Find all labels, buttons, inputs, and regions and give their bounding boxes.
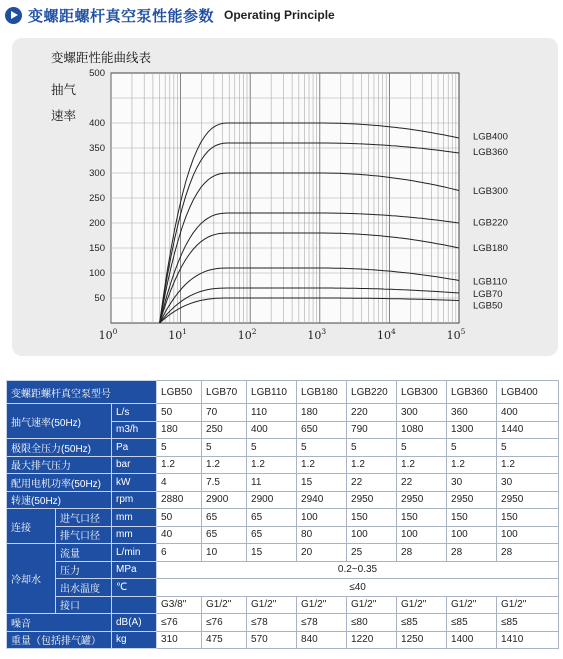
value-cell: ≤76 xyxy=(202,614,247,632)
value-cell: 40 xyxy=(157,526,202,544)
unit-cell: dB(A) xyxy=(112,614,157,632)
value-cell: ≤40 xyxy=(157,579,559,597)
value-cell: 2950 xyxy=(497,491,559,509)
value-cell: 65 xyxy=(247,509,297,527)
header-model: LGB70 xyxy=(202,381,247,404)
value-cell: 30 xyxy=(447,474,497,492)
value-cell: G3/8" xyxy=(157,596,202,614)
value-cell: 70 xyxy=(202,404,247,422)
row-label: 接口 xyxy=(56,596,112,614)
value-cell: 30 xyxy=(497,474,559,492)
x-tick-label: $10^3$ xyxy=(307,327,327,342)
value-cell: 840 xyxy=(297,631,347,649)
value-cell: 1.2 xyxy=(157,456,202,474)
value-cell: 4 xyxy=(157,474,202,492)
y-axis-label-line2: 速率 xyxy=(51,108,77,123)
value-cell: 650 xyxy=(297,421,347,439)
header-model-label: 变螺距螺杆真空泵型号 xyxy=(7,381,157,404)
y-tick-label: 250 xyxy=(89,193,105,204)
value-cell: 100 xyxy=(447,526,497,544)
table-row xyxy=(7,491,559,509)
spec-table xyxy=(6,380,559,649)
value-cell: 50 xyxy=(157,404,202,422)
value-cell: 5 xyxy=(347,439,397,457)
value-cell: 1080 xyxy=(397,421,447,439)
value-cell: 1.2 xyxy=(497,456,559,474)
value-cell: 25 xyxy=(347,544,397,562)
series-label: LGB70 xyxy=(473,289,503,300)
value-cell: 2950 xyxy=(397,491,447,509)
value-cell: 7.5 xyxy=(202,474,247,492)
y-tick-label: 150 xyxy=(89,243,105,254)
table-row xyxy=(7,404,559,422)
value-cell: 15 xyxy=(247,544,297,562)
x-tick-label: $10^1$ xyxy=(168,327,187,342)
value-cell: 570 xyxy=(247,631,297,649)
series-label: LGB220 xyxy=(473,217,508,229)
value-cell: 80 xyxy=(297,526,347,544)
value-cell: 28 xyxy=(397,544,447,562)
value-cell: 22 xyxy=(397,474,447,492)
performance-chart xyxy=(12,38,558,356)
value-cell: 220 xyxy=(347,404,397,422)
x-tick-label: $10^2$ xyxy=(237,327,257,342)
table-row xyxy=(7,631,559,649)
table-row xyxy=(7,614,559,632)
value-cell: G1/2" xyxy=(497,596,559,614)
section-header xyxy=(5,3,335,27)
header-model: LGB110 xyxy=(247,381,297,404)
row-label: 出水温度 xyxy=(56,579,112,597)
value-cell: G1/2" xyxy=(247,596,297,614)
x-tick-label: $10^0$ xyxy=(98,327,118,342)
row-label: 最大排气压力 xyxy=(7,456,112,474)
value-cell: 65 xyxy=(202,526,247,544)
value-cell: 1.2 xyxy=(447,456,497,474)
value-cell: 400 xyxy=(247,421,297,439)
value-cell: G1/2" xyxy=(447,596,497,614)
series-label: LGB50 xyxy=(473,300,503,312)
value-cell: ≤85 xyxy=(447,614,497,632)
unit-cell: L/min xyxy=(112,544,157,562)
value-cell: 65 xyxy=(247,526,297,544)
group-label: 冷却水 xyxy=(7,544,56,614)
unit-cell: m3/h xyxy=(112,421,157,439)
value-cell: ≤80 xyxy=(347,614,397,632)
value-cell: 28 xyxy=(447,544,497,562)
value-cell: 180 xyxy=(297,404,347,422)
y-tick-label: 100 xyxy=(89,268,105,279)
value-cell: 100 xyxy=(497,526,559,544)
value-cell: ≤78 xyxy=(247,614,297,632)
value-cell: 6 xyxy=(157,544,202,562)
unit-cell: L/s xyxy=(112,404,157,422)
value-cell: 475 xyxy=(202,631,247,649)
unit-cell: kg xyxy=(112,631,157,649)
y-tick-label: 300 xyxy=(89,168,105,179)
value-cell: 22 xyxy=(347,474,397,492)
value-cell: 20 xyxy=(297,544,347,562)
table-row xyxy=(7,456,559,474)
value-cell: G1/2" xyxy=(347,596,397,614)
unit-cell: mm xyxy=(112,509,157,527)
value-cell: ≤85 xyxy=(497,614,559,632)
table-row xyxy=(7,474,559,492)
group-label: 连接 xyxy=(7,509,56,544)
value-cell: 2940 xyxy=(297,491,347,509)
value-cell: 150 xyxy=(497,509,559,527)
value-cell: 2950 xyxy=(347,491,397,509)
unit-cell: mm xyxy=(112,526,157,544)
row-label: 噪音 xyxy=(7,614,112,632)
section-title-en: Operating Principle xyxy=(224,8,335,22)
header-model: LGB220 xyxy=(347,381,397,404)
x-tick-label: $10^5$ xyxy=(446,327,466,342)
value-cell: G1/2" xyxy=(202,596,247,614)
x-tick-label: $10^4$ xyxy=(377,327,396,342)
y-tick-label: 350 xyxy=(89,143,105,154)
row-label: 抽气速率(50Hz) xyxy=(7,404,112,439)
value-cell: 300 xyxy=(397,404,447,422)
value-cell: 150 xyxy=(447,509,497,527)
table-row xyxy=(7,579,559,597)
chart-title: 变螺距性能曲线表 xyxy=(51,50,152,65)
value-cell: 11 xyxy=(247,474,297,492)
table-row xyxy=(7,561,559,579)
value-cell: 5 xyxy=(157,439,202,457)
value-cell: 1440 xyxy=(497,421,559,439)
row-label: 转速(50Hz) xyxy=(7,491,112,509)
value-cell: 2900 xyxy=(202,491,247,509)
y-tick-label: 200 xyxy=(89,218,105,229)
unit-cell xyxy=(112,596,157,614)
y-tick-label: 500 xyxy=(89,68,105,79)
value-cell: 150 xyxy=(347,509,397,527)
header-model: LGB300 xyxy=(397,381,447,404)
value-cell: G1/2" xyxy=(297,596,347,614)
value-cell: 2950 xyxy=(447,491,497,509)
row-label: 配用电机功率(50Hz) xyxy=(7,474,112,492)
y-tick-label: 50 xyxy=(94,293,105,304)
value-cell: 180 xyxy=(157,421,202,439)
header-model: LGB50 xyxy=(157,381,202,404)
value-cell: 310 xyxy=(157,631,202,649)
section-title-cn: 变螺距螺杆真空泵性能参数 xyxy=(28,6,215,25)
unit-cell: Pa xyxy=(112,439,157,457)
value-cell: 5 xyxy=(297,439,347,457)
value-cell: 150 xyxy=(397,509,447,527)
unit-cell: ℃ xyxy=(112,579,157,597)
value-cell: 250 xyxy=(202,421,247,439)
value-cell: 5 xyxy=(202,439,247,457)
header-model: LGB360 xyxy=(447,381,497,404)
value-cell: 400 xyxy=(497,404,559,422)
value-cell: 1250 xyxy=(397,631,447,649)
value-cell: 15 xyxy=(297,474,347,492)
table-row xyxy=(7,526,559,544)
unit-cell: rpm xyxy=(112,491,157,509)
series-label: LGB180 xyxy=(473,243,508,254)
value-cell: 5 xyxy=(497,439,559,457)
value-cell: 110 xyxy=(247,404,297,422)
table-row xyxy=(7,439,559,457)
play-arrow-icon xyxy=(5,7,22,24)
value-cell: 100 xyxy=(297,509,347,527)
value-cell: 100 xyxy=(347,526,397,544)
value-cell: 360 xyxy=(447,404,497,422)
row-label: 进气口径 xyxy=(56,509,112,527)
value-cell: 1410 xyxy=(497,631,559,649)
row-label: 排气口径 xyxy=(56,526,112,544)
value-cell: 1300 xyxy=(447,421,497,439)
series-label: LGB300 xyxy=(473,186,508,197)
header-model: LGB400 xyxy=(497,381,559,404)
series-label: LGB400 xyxy=(473,131,508,143)
series-label: LGB110 xyxy=(473,276,508,288)
value-cell: 1.2 xyxy=(297,456,347,474)
value-cell: 1400 xyxy=(447,631,497,649)
table-row xyxy=(7,509,559,527)
value-cell: 2880 xyxy=(157,491,202,509)
value-cell: 65 xyxy=(202,509,247,527)
value-cell: 2900 xyxy=(247,491,297,509)
row-label: 极限全压力(50Hz) xyxy=(7,439,112,457)
value-cell: 1.2 xyxy=(347,456,397,474)
value-cell: 1.2 xyxy=(202,456,247,474)
y-axis-label-line1: 抽气 xyxy=(51,82,77,97)
table-row xyxy=(7,381,559,404)
value-cell: ≤76 xyxy=(157,614,202,632)
value-cell: 790 xyxy=(347,421,397,439)
y-tick-label: 400 xyxy=(89,118,105,129)
row-label: 流量 xyxy=(56,544,112,562)
value-cell: 28 xyxy=(497,544,559,562)
table-row xyxy=(7,596,559,614)
row-label: 重量（包括排气罐） xyxy=(7,631,112,649)
value-cell: ≤85 xyxy=(397,614,447,632)
unit-cell: bar xyxy=(112,456,157,474)
value-cell: 0.2~0.35 xyxy=(157,561,559,579)
value-cell: 100 xyxy=(397,526,447,544)
header-model: LGB180 xyxy=(297,381,347,404)
unit-cell: kW xyxy=(112,474,157,492)
value-cell: 5 xyxy=(447,439,497,457)
value-cell: G1/2" xyxy=(397,596,447,614)
value-cell: 5 xyxy=(247,439,297,457)
value-cell: 10 xyxy=(202,544,247,562)
value-cell: 50 xyxy=(157,509,202,527)
value-cell: 1.2 xyxy=(397,456,447,474)
series-label: LGB360 xyxy=(473,147,508,158)
value-cell: ≤78 xyxy=(297,614,347,632)
unit-cell: MPa xyxy=(112,561,157,579)
table-row xyxy=(7,544,559,562)
chart-panel xyxy=(12,38,558,356)
value-cell: 5 xyxy=(397,439,447,457)
value-cell: 1220 xyxy=(347,631,397,649)
row-label: 压力 xyxy=(56,561,112,579)
value-cell: 1.2 xyxy=(247,456,297,474)
